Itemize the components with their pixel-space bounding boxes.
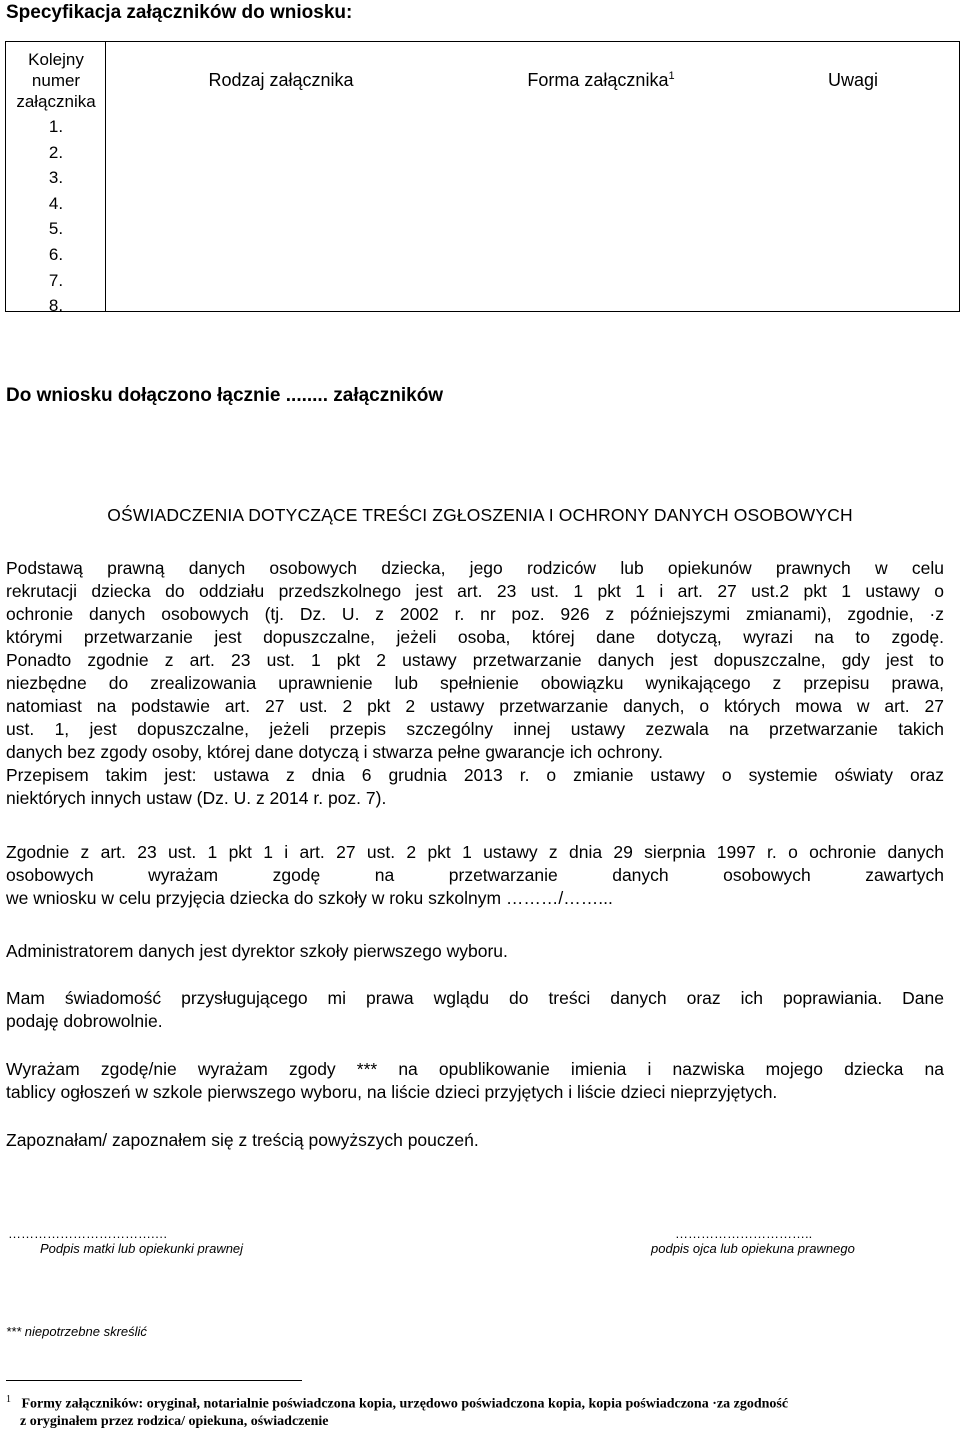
table-row: 7. bbox=[48, 270, 64, 290]
consent-paragraph: Zgodnie z art. 23 ust. 1 pkt 1 i art. 27 ust. 2 pkt 1 ustawy z dnia 29 sierpnia 1997 r. o ochronie danych osobowych wyrażam zgodę na przetwarzanie danych osobowych zawartych we wniosku w celu przyjęcia dziecka do szkoły w roku szkolnym ………/……... bbox=[6, 842, 944, 908]
table-row: 2. bbox=[48, 142, 64, 162]
table-row: 3. bbox=[48, 168, 64, 188]
row-numbers bbox=[6, 114, 106, 319]
awareness-paragraph: Mam świadomość przysługującego mi prawa wglądu do treści danych oraz ich poprawiania. Dane podaję dobrowolnie. bbox=[6, 988, 944, 1031]
law-reference-paragraph: Przepisem takim jest: ustawa z dnia 6 grudnia 2013 r. o zmianie ustawy o systemie oświaty oraz niektórych innych ustaw (Dz. U. z 2014 r. poz. 7). bbox=[6, 765, 944, 808]
table-row: 1. bbox=[48, 117, 64, 136]
table-row: 5. bbox=[48, 219, 64, 239]
footnote-divider bbox=[6, 1380, 302, 1381]
attachments-total: Do wniosku dołączono łącznie ........ załączników bbox=[6, 385, 444, 406]
header-type: Rodzaj załącznika bbox=[208, 70, 354, 90]
mother-signature-line: …………………………….… bbox=[8, 1226, 168, 1241]
column-notes bbox=[746, 42, 960, 311]
column-number bbox=[6, 42, 106, 316]
header-number: Kolejny numer załącznika bbox=[16, 50, 96, 111]
father-signature-line: ………………………….. bbox=[675, 1226, 813, 1241]
legal-basis-paragraph: Podstawą prawną danych osobowych dziecka, jego rodziców lub opiekunów prawnych w celu rekrutacji dziecka do oddziału przedszkolnego jest art. 23 ust. 1 pkt 1 i art. 27 ust.2 pkt 1 ustawy o ochronie danych osobowych (tj. Dz. U. z 2002 r. nr poz. 926 z późniejszymi zmianami), zgodnie, ·z którymi przetwarzanie jest dopuszczalne, jeżeli osoba, której dane dotyczą, wyrazi na to zgodę. Ponadto zgodnie z art. 23 ust. 1 pkt 2 ustawy przetwarzanie danych jest dopuszczalne, gdy jest to niezbędne do zrealizowania uprawnienie lub spełnienie obowiązku wynikającego z przepisu prawa, natomiast na podstawie art. 27 ust. 2 pkt 2 ustawy przetwarzanie danych, o których mowa w art. 27 ust. 1, jest dopuszczalne, jeżeli przepis szczególny innej ustawy zezwala na przetwarzanie takich danych bez zgody osoby, której dane dotyczą i stwarza pełne gwarancje ich ochrony. bbox=[6, 558, 944, 762]
header-form: Forma załącznika$^1$ bbox=[527, 70, 675, 90]
column-form bbox=[456, 42, 746, 311]
acknowledgement-paragraph: Zapoznałam/ zapoznałem się z treścią powyższych pouczeń. bbox=[6, 1130, 479, 1150]
publication-consent-paragraph: Wyrażam zgodę/nie wyrażam zgody *** na opublikowanie imienia i nazwiska mojego dziecka na tablicy ogłoszeń w szkole pierwszego wyboru, na liście dzieci przyjętych i liście dzieci nieprzyjętych. bbox=[6, 1059, 944, 1102]
mother-signature-label: Podpis matki lub opiekunki prawnej bbox=[40, 1241, 244, 1256]
footnote-number: 1 bbox=[6, 1394, 11, 1405]
table-row: 6. bbox=[48, 244, 64, 264]
footnote: $^1$ Formy załączników: oryginał, notarialnie poświadczona kopia, urzędowo poświadczona kopia, kopia poświadczona ·za zgodność z oryginałem przez rodzica/ opiekuna, oświadczenie bbox=[6, 1394, 789, 1429]
table-row: 4. bbox=[48, 193, 64, 213]
strike-note: *** niepotrzebne skreślić bbox=[6, 1324, 147, 1339]
column-type bbox=[106, 42, 456, 311]
administrator-paragraph: Administratorem danych jest dyrektor szkoły pierwszego wyboru. bbox=[6, 941, 508, 961]
footnote-marker: 1 bbox=[668, 70, 675, 82]
section-heading: OŚWIADCZENIA DOTYCZĄCE TREŚCI ZGŁOSZENIA I OCHRONY DANYCH OSOBOWYCH bbox=[107, 505, 853, 525]
table-row: 8. bbox=[48, 296, 64, 316]
father-signature-label: podpis ojca lub opiekuna prawnego bbox=[651, 1241, 855, 1256]
header-notes: Uwagi bbox=[827, 70, 879, 90]
attachments-table bbox=[5, 41, 960, 316]
page-title: Specyfikacja załączników do wniosku: bbox=[6, 2, 353, 23]
